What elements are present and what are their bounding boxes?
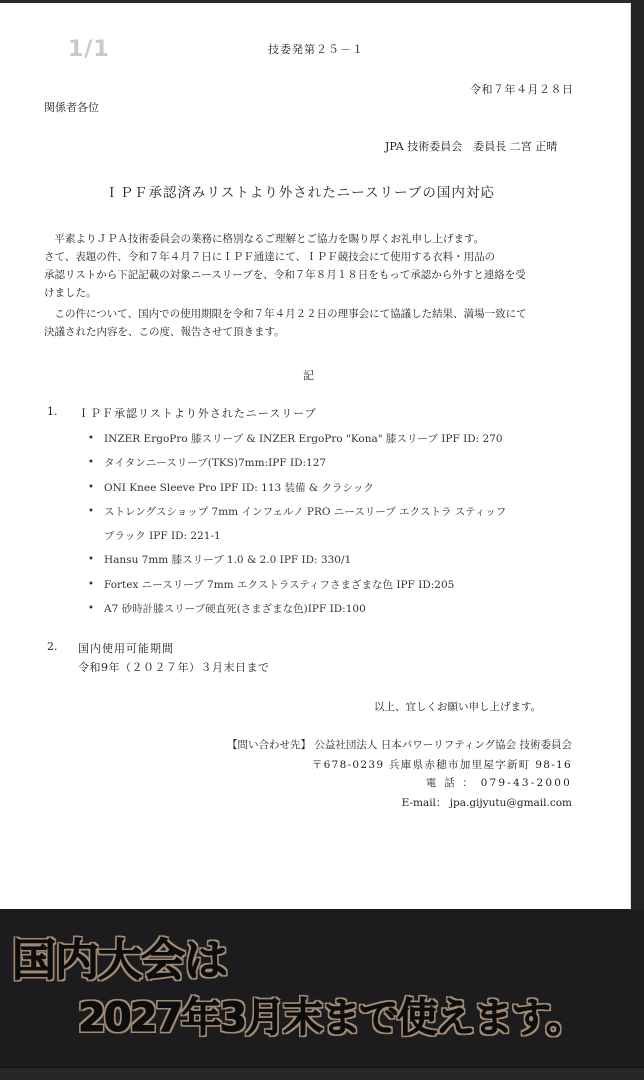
list-item: • Hansu 7mm 膝スリーブ 1.0 & 2.0 IPF ID: 330/1 — [84, 548, 584, 572]
closing-remark: 以上、宜しくお願い申し上げます。 — [374, 701, 542, 713]
bullet-icon: • — [88, 603, 94, 615]
addressee: 関係者各位 — [44, 101, 99, 114]
list-item: • INZER ErgoPro 膝スリーブ & INZER ErgoPro "Kona" 膝スリーブ IPF ID: 270 — [84, 427, 584, 451]
caption-line-2: 2027年3月末まで使えます。 — [78, 995, 584, 1041]
document-number: 技委発第２５－１ — [268, 43, 364, 56]
sender: JPA 技術委員会 委員長 二宮 正晴 — [385, 140, 558, 153]
paragraph-line: 平素よりＪＰＡ技術委員会の業務に格別なるご理解とご協力を賜り厚くお礼申し上げます。 — [44, 233, 485, 245]
bullet-icon: • — [88, 481, 94, 493]
paragraph-line: この件について、国内での使用期限を令和７年４月２２日の理事会にて協議した結果、満場一致にて — [44, 308, 527, 320]
bottom-strip — [0, 1068, 644, 1080]
document-title: ＩＰＦ承認済みリストより外されたニースリーブの国内対応 — [105, 185, 495, 201]
document-date: 令和７年４月２８日 — [470, 83, 574, 96]
removed-sleeves-list — [84, 427, 584, 621]
contact-phone: 電 話 ： 079-43-2000 — [425, 777, 572, 789]
list-item: • タイタンニースリーブ(TKS)7mm:IPF ID:127 — [84, 451, 584, 475]
contact-organization: 【問い合わせ先】 公益社団法人 日本パワーリフティング協会 技術委員会 — [227, 739, 572, 751]
paragraph-line: けました。 — [44, 287, 97, 299]
contact-email: E-mail： jpa.gijyutu@gmail.com — [401, 797, 572, 809]
paragraph-intro — [44, 230, 584, 302]
usage-period: 令和9年（２０２７年）３月末日まで — [78, 661, 270, 674]
bullet-icon: • — [88, 578, 94, 590]
section-2-heading: 国内使用可能期間 — [78, 642, 174, 655]
contact-address: 〒678-0239 兵庫県赤穂市加里屋字新町 98-16 — [311, 759, 572, 771]
paragraph-decision — [44, 305, 584, 341]
list-item: • A7 砂時計膝スリーブ硬直死(さまざまな色)IPF ID:100 — [84, 597, 584, 621]
list-item: • ストレングスショップ 7mm インフェルノ PRO ニースリーブ エクストラ スティッフ — [84, 500, 584, 524]
page-indicator: 1/1 — [68, 37, 110, 62]
bullet-icon: • — [88, 433, 94, 444]
document-page — [0, 3, 631, 909]
viewer-scrollbar[interactable] — [631, 0, 644, 910]
caption-line-1: 国内大会は — [12, 935, 227, 986]
paragraph-line: さて、表題の件、令和７年４月７日にＩＰＦ通達にて、ＩＰＦ競技会にて使用する衣料・用品の — [44, 251, 496, 263]
bullet-icon: • — [88, 554, 94, 566]
section-2-number: 2. — [47, 640, 58, 653]
section-1-number: 1. — [47, 405, 58, 418]
paragraph-line: 承認リストから下記記載の対象ニースリーブを、令和７年８月１８日をもって承認から外すと連絡を受 — [44, 269, 526, 281]
ki-heading: 記 — [303, 369, 314, 382]
paragraph-line: 決議された内容を、この度、報告させて頂きます。 — [44, 326, 285, 338]
list-item-continuation: ブラック IPF ID: 221-1 — [104, 530, 221, 543]
list-item: • Fortex ニースリーブ 7mm エクストラスティフさまざまな色 IPF ID:205 — [84, 573, 584, 597]
bullet-icon: • — [88, 505, 94, 517]
list-item: • ONI Knee Sleeve Pro IPF ID: 113 装備 & クラシック — [84, 476, 584, 500]
bullet-icon: • — [88, 457, 94, 469]
section-1-heading: ＩＰＦ承認リストより外されたニースリーブ — [78, 407, 317, 420]
